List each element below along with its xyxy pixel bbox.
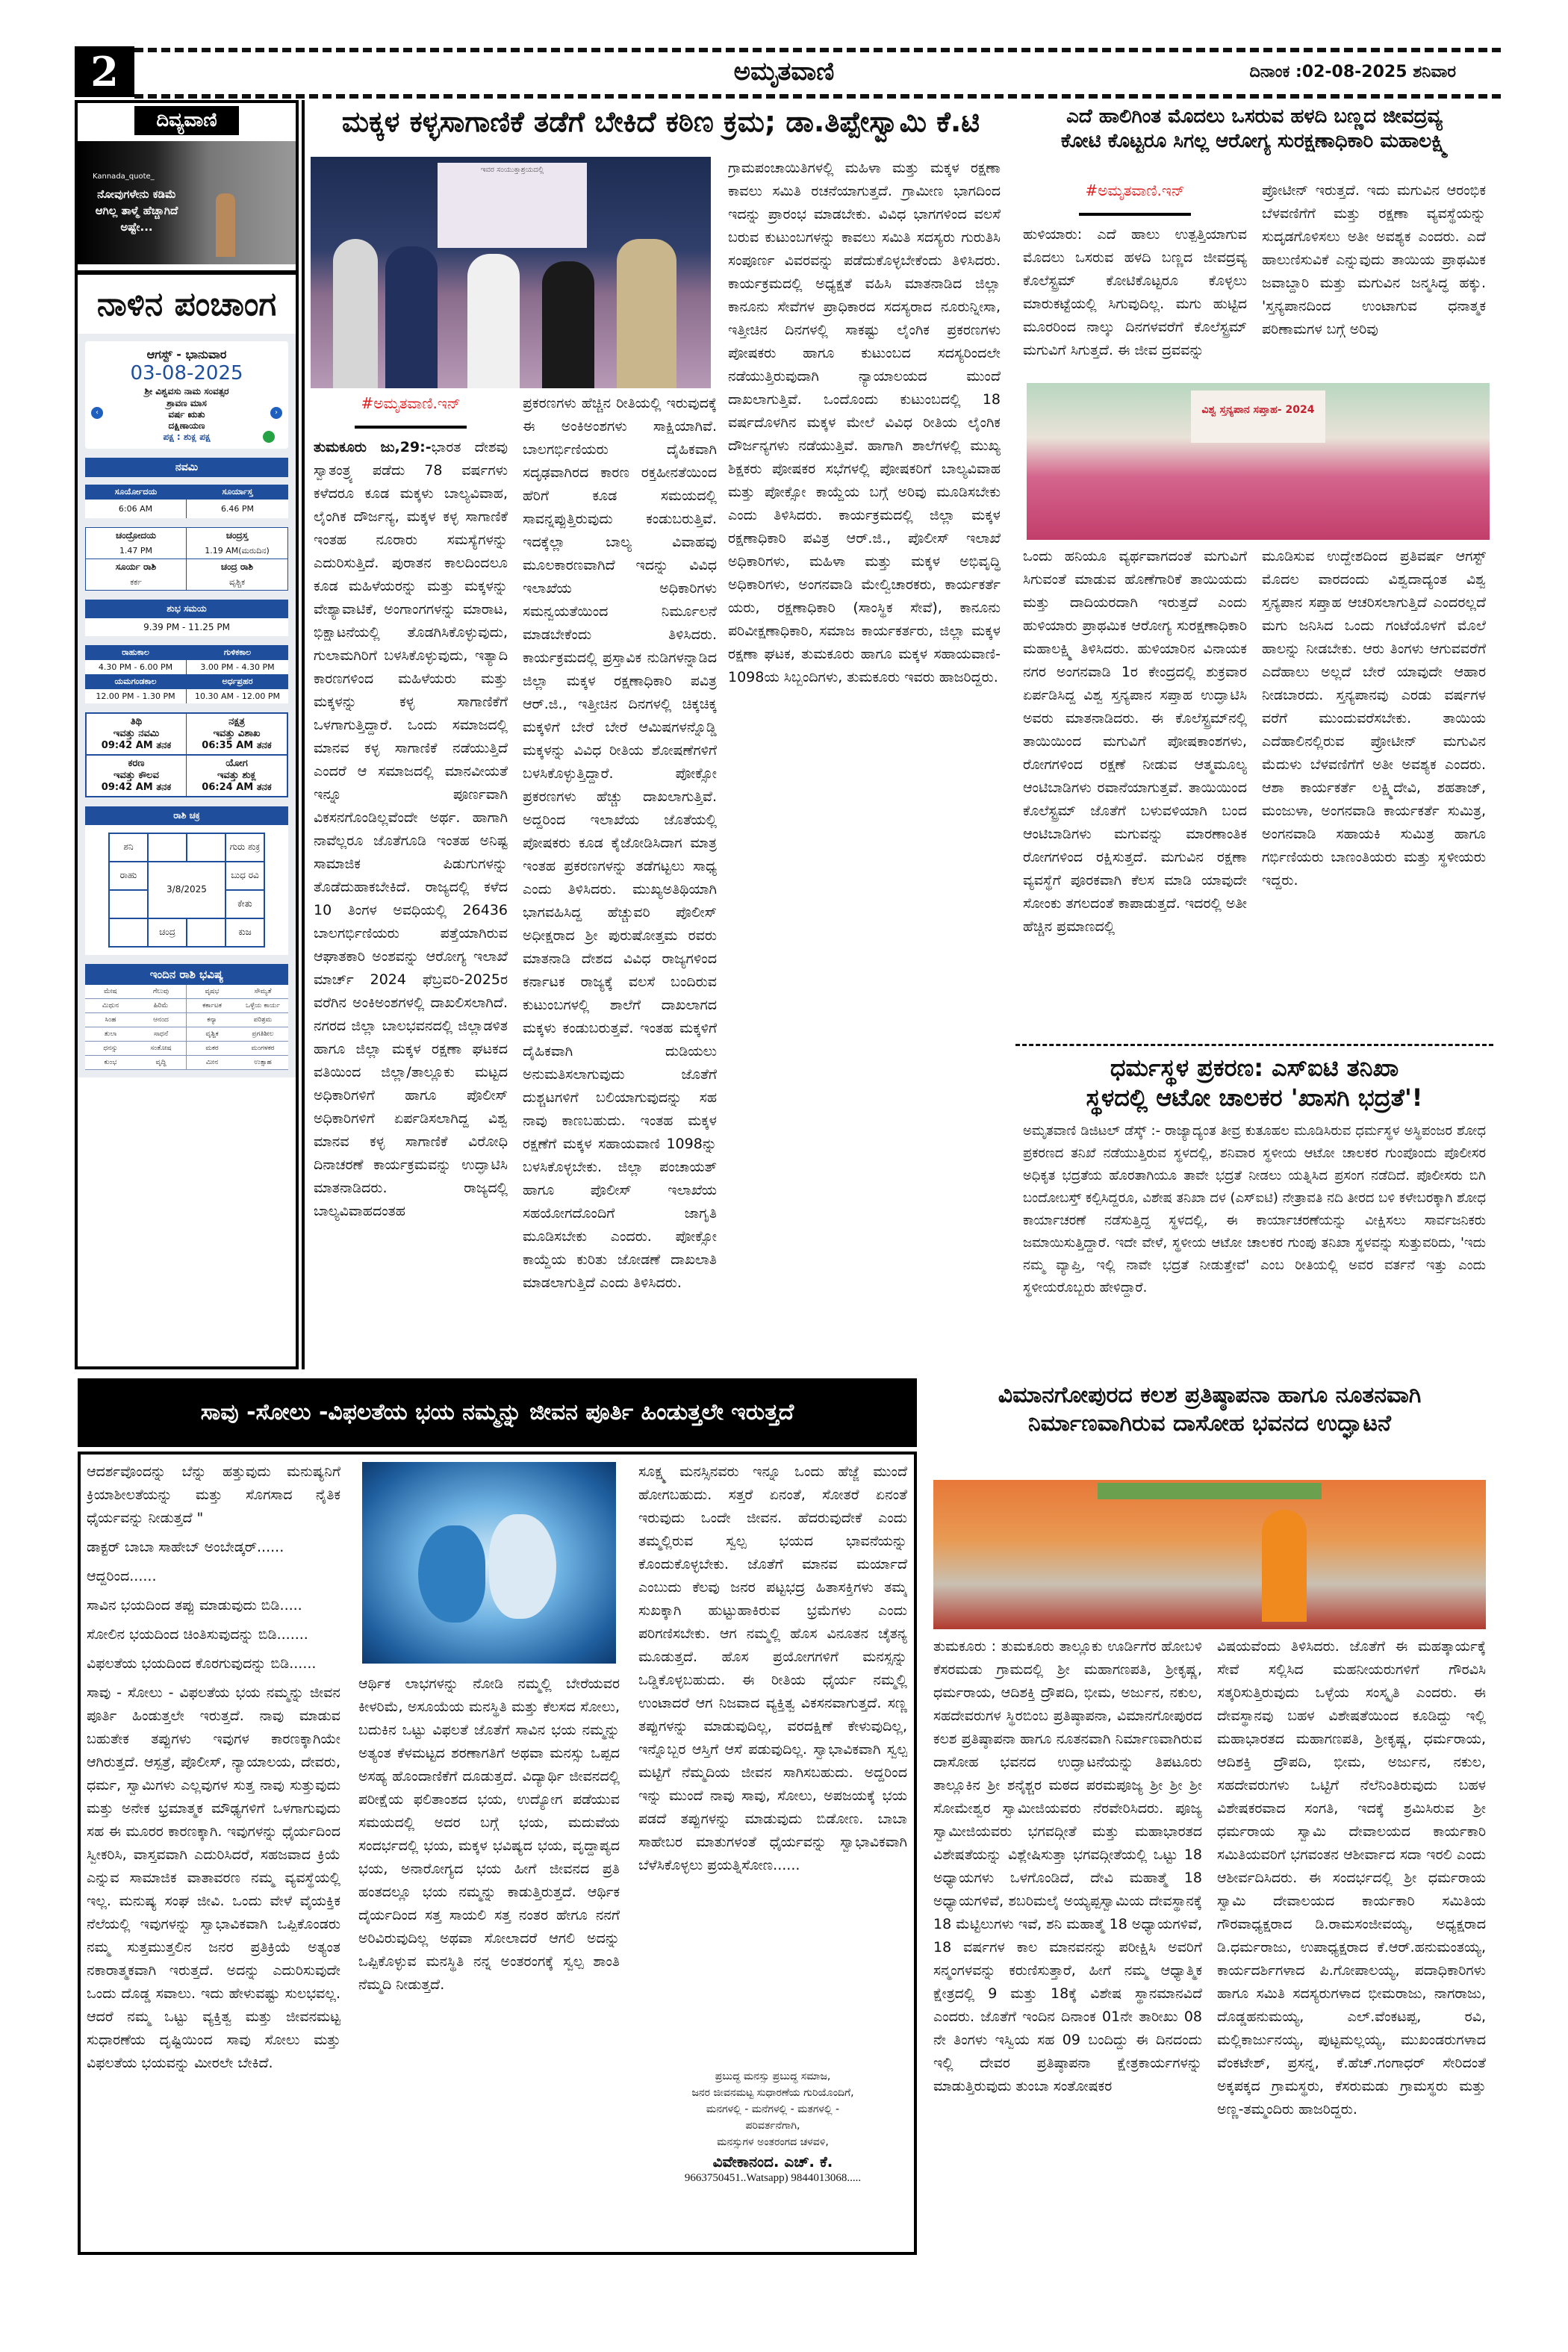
rashi-prediction: ವೃದ್ಧಿ bbox=[136, 1056, 187, 1070]
moonrise-value: 1.47 PM bbox=[86, 544, 187, 559]
paper-name: ಅಮೃತವಾಣಿ bbox=[733, 57, 835, 87]
tag-rule bbox=[355, 426, 467, 429]
article3-headline-line1: ಧರ್ಮಸ್ಥಳ ಪ್ರಕರಣ: ಎಸ್‌ಐಟಿ ತನಿಖಾ bbox=[1110, 1054, 1399, 1082]
chakra-cell: ಬುಧ ರವಿ bbox=[225, 862, 264, 890]
person-figure bbox=[542, 261, 594, 388]
rashi-name: ಮಿಥುನ bbox=[85, 999, 136, 1013]
samvatsara: ಶ್ರೀ ವಿಶ್ವವಸು ನಾಮ ಸಂವತ್ಸರ bbox=[144, 386, 229, 396]
head-silhouette-right bbox=[489, 1514, 556, 1619]
divyavani-quote-image bbox=[78, 141, 296, 264]
article4-col1-text: ಸಾವು - ಸೋಲು - ವಿಫಲತೆಯ ಭಯ ನಮ್ಮನ್ನು ಜೀವನ ಪೂರ್ತಿ ಹಿಂಡುತ್ತಲೇ ಇರುತ್ತದೆ. ನಾವು ಮಾಡುವ ಬಹುತೇಕ ತಪ್ಪುಗಳು ಇವುಗಳ ಕಾರಣಕ್ಕಾಗಿಯೇ ಆಗಿರುತ್ತದೆ. ಆಸ್ಪತ್ರೆ, ಪೊಲೀಸ್, ನ್ಯಾಯಾಲಯ, ದೇವರು, ಧರ್ಮ, ಸ್ವಾಮಿಗಳು ಎಲ್ಲವುಗಳ ಸುತ್ತ ನಾವು ಸುತ್ತುವುದು ಮತ್ತು ಅನೇಕ ಭ್ರಮಾತ್ಮಕ ಮೌಢ್ಯಗಳಿಗೆ ಒಳಗಾಗುವುದು ಸಹ ಈ ಮೂರರ ಕಾರಣಕ್ಕಾಗಿ. ಇವುಗಳನ್ನು ಧೈರ್ಯದಿಂದ ಸ್ವೀಕರಿಸಿ, ವಾಸ್ತವವಾಗಿ ಎದುರಿಸಿದರೆ, ಸಹಜವಾದ ಕ್ರಿಯೆ ಎನ್ನುವ ಸಾಮಾಜಿಕ ವಾತಾವರಣ ನಮ್ಮ ವ್ಯವಸ್ಥೆಯಲ್ಲಿ ಇಲ್ಲ. ಮನುಷ್ಯ ಸಂಘ ಜೀವಿ. ಒಂದು ವೇಳೆ ವೈಯಕ್ತಿಕ ನೆಲೆಯಲ್ಲಿ ಇವುಗಳನ್ನು ಸ್ವಾಭಾವಿಕವಾಗಿ ಒಪ್ಪಿಕೊಂಡರು ನಮ್ಮ ಸುತ್ತಮುತ್ತಲಿನ ಜನರ ಪ್ರತಿಕ್ರಿಯೆ ಅತ್ಯಂತ ನಕಾರಾತ್ಮಕವಾಗಿ ಇರುತ್ತದೆ. ಅದನ್ನು ಎದುರಿಸುವುದೇ ಒಂದು ದೊಡ್ಡ ಸವಾಲು. ಇದು ಹೇಳುವಷ್ಟು ಸುಲಭವಲ್ಲ. ಆದರೆ ನಮ್ಮ ಒಟ್ಟು ವ್ಯಕ್ತಿತ್ವ ಮತ್ತು ಜೀವನಮಟ್ಟ ಸುಧಾರಣೆಯ ದೃಷ್ಟಿಯಿಂದ ಸಾವು ಸೋಲು ಮತ್ತು ವಿಫಲತೆಯ ಭಯವನ್ನು ಮೀರಲೇ ಬೇಕಿದೆ. bbox=[87, 1684, 340, 2071]
rashi-name: ವೃಶ್ಚಿಕ bbox=[187, 1027, 237, 1042]
article4-line2: ಸಾವಿನ ಭಯದಿಂದ ತಪ್ಪು ಮಾಡುವುದು ಬಿಡಿ..... bbox=[87, 1597, 302, 1614]
article5-col2 bbox=[1217, 1635, 1486, 2333]
article2-col1-top-text: ಹುಳಿಯಾರು: ಎದೆ ಹಾಲು ಉತ್ಪತ್ತಿಯಾಗುವ ಮೊದಲು ಒಸರುವ ಹಳದಿ ಬಣ್ಣದ ಜೀವದ್ರವ್ಯ ಕೊಲೆಸ್ಟ್ರಮ್ ಕೋಟಿಕೊಟ್ಟರೂ ಕೊಳ್ಳಲು ಮಾರುಕಟ್ಟೆಯಲ್ಲಿ ಸಿಗುವುದಿಲ್ಲ. ಮಗು ಹುಟ್ಟಿದ ಮೂರರಿಂದ ನಾಲ್ಕು ದಿನಗಳವರೆಗೆ ಕೊಲೆಸ್ಟ್ರಮ್ ಮಗುವಿಗೆ ಸಿಗುತ್ತದೆ. ಈ ಜೀವ ದ್ರವವನ್ನು bbox=[1023, 226, 1247, 358]
chakra-cell: ಚಂದ್ರ bbox=[148, 918, 187, 947]
article2-col1-bottom bbox=[1023, 545, 1247, 1038]
rashi-name: ತುಲಾ bbox=[85, 1027, 136, 1042]
author-name: ವಿವೇಕಾನಂದ. ಎಚ್. ಕೆ. bbox=[712, 2153, 833, 2171]
chakra-cell: ಕುಜ bbox=[225, 918, 264, 947]
ardha-value: 10.30 AM - 12.00 PM bbox=[194, 691, 281, 701]
yoga-name: ಇವತ್ತು ಶುಕ್ಲ bbox=[217, 770, 257, 781]
rashi-prediction: ಮಂಗಳಕರ bbox=[237, 1042, 288, 1056]
article5-headline-line1: ವಿಮಾನಗೋಪುರದ ಕಲಶ ಪ್ರತಿಷ್ಠಾಪನಾ ಹಾಗೂ ನೂತನವಾಗಿ bbox=[998, 1382, 1422, 1408]
karana-name: ಇವತ್ತು ಕೌಲವ bbox=[113, 770, 159, 781]
rutu: ವರ್ಷ ಋತು bbox=[168, 409, 205, 420]
article2-headline bbox=[1015, 105, 1493, 153]
rashi-name: ವೃಷಭ bbox=[187, 985, 237, 999]
rashi-prediction: ಸಾಧನೆ bbox=[136, 1027, 187, 1042]
rashi-name: ಮೇಷ bbox=[85, 985, 136, 999]
sunset-label: ಸೂರ್ಯಾಸ್ತ bbox=[187, 485, 288, 500]
tag-rule bbox=[1079, 213, 1191, 216]
rashi-prediction: ಉತ್ಸಾಹ bbox=[237, 1056, 288, 1070]
karana-cell bbox=[87, 754, 187, 796]
photo-banner: ಇವರ ಸಂಯುಕ್ತಾಶ್ರಯದಲ್ಲಿ bbox=[438, 163, 587, 248]
article1-dateline: ತುಮಕೂರು ಜು,29:- bbox=[314, 439, 432, 455]
article4-quote-author: ಡಾಕ್ಟರ್ ಬಾಬಾ ಸಾಹೇಬ್ ಅಂಬೇಡ್ಕರ್...... bbox=[87, 1539, 284, 1555]
chakra-label: ರಾಶಿ ಚಕ್ರ bbox=[85, 806, 288, 825]
divyavani-title: ದಿವ್ಯವಾಣಿ bbox=[134, 106, 239, 135]
article4-quote: ಆದರ್ಶವೊಂದನ್ನು ಬೆನ್ನು ಹತ್ತುವುದು ಮನುಷ್ಯನಿಗೆ ಕ್ರಿಯಾಶೀಲತೆಯನ್ನು ಮತ್ತು ಸೊಗಸಾದ ನೈತಿಕ ಧೈರ್ಯವನ್ನು ನೀಡುತ್ತದೆ " bbox=[87, 1463, 340, 1526]
sunrise-value: 6:06 AM bbox=[85, 500, 187, 518]
page-number: 2 bbox=[75, 46, 134, 97]
yoga-until: 06:24 AM ತನಕ bbox=[202, 782, 272, 793]
signoff-line: ಪ್ರಬುದ್ಧ ಮನಸ್ಸು ಪ್ರಬುದ್ಧ ಸಮಾಜ, bbox=[715, 2071, 831, 2082]
shubha-label: ಶುಭ ಸಮಯ bbox=[85, 600, 288, 618]
nakshatra-name: ಇವತ್ತು ವಿಶಾಖ bbox=[213, 728, 261, 739]
shubha-value: 9.39 PM - 11.25 PM bbox=[85, 618, 288, 636]
tithi-cell bbox=[87, 714, 187, 754]
rahu-value: 4.30 PM - 6.00 PM bbox=[85, 660, 187, 674]
signoff-line: ಮನಸ್ಸುಗಳ ಅಂತರಂಗದ ಚಳವಳಿ, bbox=[717, 2136, 829, 2148]
article4-signoff bbox=[631, 2068, 915, 2186]
article3-body-text: ಅಮೃತವಾಣಿ ಡಿಜಿಟಲ್ ಡೆಸ್ಕ್ :- ರಾಜ್ಯಾದ್ಯಂತ ತೀವ್ರ ಕುತೂಹಲ ಮೂಡಿಸಿರುವ ಧರ್ಮಸ್ಥಳ ಅಸ್ಥಿಪಂಜರ ಶೋಧ ಪ್ರಕರಣದ ತನಿಖೆ ನಡೆಯುತ್ತಿರುವ ಸ್ಥಳದಲ್ಲಿ, ಶನಿವಾರ ಸ್ಥಳೀಯ ಆಟೋ ಚಾಲಕರ ಗುಂಪೊಂದು ಪೊಲೀಸರ ಅಧಿಕೃತ ಭದ್ರತೆಯ ಹೊರತಾಗಿಯೂ ತಾವೇ ಭದ್ರತೆ ನೀಡಲು ಯತ್ನಿಸಿದ ಪ್ರಸಂಗ ನಡೆದಿದೆ. ಪೊಲೀಸರು ಬಿಗಿ ಬಂದೋಬಸ್ತ್ ಕಲ್ಪಿಸಿದ್ದರೂ, ವಿಶೇಷ ತನಿಖಾ ದಳ (ಎಸ್‌ಐಟಿ) ನೇತ್ರಾವತಿ ನದಿ ತೀರದ ಬಳಿ ಕಳೇಬರಕ್ಕಾಗಿ ಶೋಧ ಕಾರ್ಯಾಚರಣೆ ನಡೆಸುತ್ತಿದ್ದ ಸ್ಥಳದಲ್ಲಿ, ಈ ಕಾರ್ಯಾಚರಣೆಯನ್ನು ವೀಕ್ಷಿಸಲು ಸಾರ್ವಜನಿಕರು ಜಮಾಯಿಸುತ್ತಿದ್ದಾರೆ. ಇದೇ ವೇಳೆ, ಸ್ಥಳೀಯ ಆಟೋ ಚಾಲಕರ ಗುಂಪು ತನಿಖಾ ಸ್ಥಳವನ್ನು ಸುತ್ತುವರಿದು, 'ಇದು ನಮ್ಮ ವ್ಯಾಪ್ತಿ, ಇಲ್ಲಿ ನಾವೇ ಭದ್ರತೆ ನೀಡುತ್ತೇವೆ' ಎಂಬ ರೀತಿಯಲ್ಲಿ ಅವರ ವರ್ತನೆ ಇತ್ತು ಎಂದು ಸ್ಥಳೀಯರೊಬ್ಬರು ಹೇಳಿದ್ದಾರೆ. bbox=[1023, 1123, 1486, 1295]
head-silhouette-left bbox=[418, 1525, 485, 1623]
article2-col2-bottom-text: ಮೂಡಿಸುವ ಉದ್ದೇಶದಿಂದ ಪ್ರತಿವರ್ಷ ಆಗಸ್ಟ್ ಮೊದಲ ವಾರದಂದು ವಿಶ್ವದಾದ್ಯಂತ ವಿಶ್ವ ಸ್ತನ್ಯಪಾನ ಸಪ್ತಾಹ ಆಚರಿಸಲಾಗುತ್ತಿದೆ ಎಂದರಲ್ಲದೆ ಮಗು ಜನಿಸಿದ ಒಂದು ಗಂಟೆಯೊಳಗೆ ಮೊಲೆ ಹಾಲನ್ನು ನೀಡಬೇಕು. ಆರು ತಿಂಗಳು ಆಗುವವರೆಗೆ ಎದೆಹಾಲು ಅಲ್ಲದೆ ಬೇರೆ ಯಾವುದೇ ಆಹಾರ ನೀಡಬಾರದು. ಸ್ತನ್ಯಪಾನವು ಎರಡು ವರ್ಷಗಳ ವರೆಗೆ ಮುಂದುವರೆಸಬೇಕು. ತಾಯಿಯ ಎದೆಹಾಲಿನಲ್ಲಿರುವ ಪ್ರೋಟೀನ್ ಮಗುವಿನ ಮೆದುಳು ಬೆಳವಣಿಗೆಗೆ ಅತೀ ಅವಶ್ಯಕ ಎಂದರು. ಆಶಾ ಕಾರ್ಯಕರ್ತೆ ಲಕ್ಷ್ಮಿದೇವಿ, ಶಹತಾಜ್, ಮಂಜುಳಾ, ಅಂಗನವಾಡಿ ಕಾರ್ಯಕರ್ತೆ ಸುಮಿತ್ರ, ಅಂಗನವಾಡಿ ಸಹಾಯಕಿ ಸುಮಿತ್ರ ಹಾಗೂ ಗರ್ಭಿಣಿಯರು ಬಾಣಂತಿಯರು ಮತ್ತು ಸ್ಥಳೀಯರು ಇದ್ದರು. bbox=[1262, 548, 1486, 889]
rashi-prediction: ಆನಂದ bbox=[136, 1013, 187, 1027]
author-contact: 9663750451..Watsapp) 9844013068..... bbox=[684, 2172, 862, 2184]
article2-divider bbox=[1015, 1044, 1493, 1046]
person-figure bbox=[467, 254, 520, 388]
sun-times bbox=[85, 485, 288, 518]
chakra-center-date: 3/8/2025 bbox=[148, 862, 225, 918]
rashi-name: ಧನಸ್ಸು bbox=[85, 1042, 136, 1056]
article4-col2-text: ಆರ್ಥಿಕ ಲಾಭಗಳನ್ನು ನೋಡಿ ನಮ್ಮಲ್ಲಿ ಬೇರೆಯವರ ಕೀಳರಿಮೆ, ಅಸೂಯೆಯ ಮನಸ್ಥಿತಿ ಮತ್ತು ಕೆಲಸದ ಸೋಲು, ಬದುಕಿನ ಒಟ್ಟು ವಿಫಲತೆ ಜೊತೆಗೆ ಸಾವಿನ ಭಯ ನಮ್ಮನ್ನು ಅತ್ಯಂತ ಕೆಳಮಟ್ಟದ ಶರಣಾಗತಿಗೆ ಅಥವಾ ಮನಸ್ಸು ಒಪ್ಪದ ಅಸಹ್ಯ ಹೊಂದಾಣಿಕೆಗೆ ದೂಡುತ್ತದೆ. ವಿದ್ಯಾರ್ಥಿ ಜೀವನದಲ್ಲಿ ಪರೀಕ್ಷೆಯ ಫಲಿತಾಂಶದ ಭಯ, ಉದ್ಯೋಗ ಪಡೆಯುವ ಸಮಯದಲ್ಲಿ ಅದರ ಬಗ್ಗೆ ಭಯ, ಮದುವೆಯ ಸಂದರ್ಭದಲ್ಲಿ ಭಯ, ಮಕ್ಕಳ ಭವಿಷ್ಯದ ಭಯ, ವೃದ್ದಾಪ್ಯದ ಭಯ, ಅನಾರೋಗ್ಯದ ಭಯ ಹೀಗೆ ಜೀವನದ ಪ್ರತಿ ಹಂತದಲ್ಲೂ ಭಯ ನಮ್ಮನ್ನು ಕಾಡುತ್ತಿರುತ್ತದೆ. ಆರ್ಥಿಕ ದೈರ್ಯದಿಂದ ಸತ್ತ ಸಾಯಲಿ ಸತ್ತ ನಂತರ ಹೇಗೂ ನನಗೆ ಅರಿವಿರುವುದಿಲ್ಲ ಅಥವಾ ಸೋಲಾದರೆ ಆಗಲಿ ಅದನ್ನು ಒಪ್ಪಿಕೊಳ್ಳುವ ಮನಸ್ಥಿತಿ ನನ್ನ ಅಂತರಂಗಕ್ಕೆ ಸ್ವಲ್ಪ ಶಾಂತಿ ನೆಮ್ಮದಿ ನೀಡುತ್ತದೆ. bbox=[358, 1676, 620, 1993]
article4-col3 bbox=[638, 1460, 907, 2058]
panchanga-date-card bbox=[85, 341, 288, 449]
person-figure bbox=[333, 239, 378, 388]
moon-rashi-grid bbox=[85, 527, 288, 591]
article4-headline: ಸಾವು -ಸೋಲು -ವಿಫಲತೆಯ ಭಯ ನಮ್ಮನ್ನು ಜೀವನ ಪೂರ್ತಿ ಹಿಂಡುತ್ತಲೇ ಇರುತ್ತದೆ bbox=[78, 1378, 917, 1447]
chakra-cell bbox=[109, 918, 148, 947]
article2-tag: #ಅಮೃತವಾಣಿ.ಇನ್ bbox=[1085, 181, 1185, 199]
moonset-label: ಚಂದ್ರಸ್ತ bbox=[225, 530, 249, 541]
article2-col2-bottom bbox=[1262, 545, 1486, 1038]
rashi-name: ಕನ್ಯಾ bbox=[187, 1013, 237, 1027]
month-day: ಆಗಸ್ಟ್ - ಭಾನುವಾರ bbox=[146, 347, 227, 361]
nakshatra-label: ನಕ್ಷತ್ರ bbox=[228, 716, 245, 727]
article1-col2-text: ಪ್ರಕರಣಗಳು ಹೆಚ್ಚಿನ ರೀತಿಯಲ್ಲಿ ಇರುವುದಕ್ಕೆ ಈ ಅಂಕಿಅಂಶಗಳು ಸಾಕ್ಷಿಯಾಗಿವೆ. ಬಾಲಗರ್ಭಿಣಿಯರು ದೈಹಿಕವಾಗಿ ಸದೃಢವಾಗಿರದ ಕಾರಣ ರಕ್ತಹೀನತೆಯಿಂದ ಹೆರಿಗೆ ಕೂಡ ಸಮಯದಲ್ಲಿ ಸಾವನ್ನಪ್ಪುತ್ತಿರುವುದು ಕಂಡುಬರುತ್ತಿವೆ. ಇದಕ್ಕೆಲ್ಲಾ ಬಾಲ್ಯ ವಿವಾಹವು ಮೂಲಕಾರಣವಾಗಿದೆ ಇದನ್ನು ವಿವಿಧ ಇಲಾಖೆಯ ಅಧಿಕಾರಿಗಳು ಸಮನ್ವಯತೆಯಿಂದ ನಿರ್ಮೂಲನೆ ಮಾಡಬೇಕೆಂದು ತಿಳಿಸಿದರು. ಕಾರ್ಯಕ್ರಮದಲ್ಲಿ ಪ್ರಸ್ತಾವಿಕ ನುಡಿಗಳನ್ನಾಡಿದ ಜಿಲ್ಲಾ ಮಕ್ಕಳ ರಕ್ಷಣಾಧಿಕಾರಿ ಪವಿತ್ರ ಆರ್.ಜಿ., ಇತ್ತೀಚಿನ ದಿನಗಳಲ್ಲಿ ಚಿಕ್ಕಚಿಕ್ಕ ಮಕ್ಕಳಿಗೆ ಬೇರೆ ಬೇರೆ ಆಮಿಷಗಳನ್ನೊಡ್ಡಿ ಮಕ್ಕಳನ್ನು ವಿವಿಧ ರೀತಿಯ ಶೋಷಣೆಗಳಿಗೆ ಬಳಸಿಕೊಳ್ಳುತ್ತಿದ್ದಾರೆ. ಪೋಕ್ಸೋ ಪ್ರಕರಣಗಳು ಹೆಚ್ಚು ದಾಖಲಾಗುತ್ತಿವೆ. ಅದ್ದರಿಂದ ಇಲಾಖೆಯ ಜೊತೆಯಲ್ಲಿ ಪೋಷಕರು ಕೂಡ ಕೈಜೋಡಿಸಿದಾಗ ಮಾತ್ರ ಇಂತಹ ಪ್ರಕರಣಗಳನ್ನು ತಡೆಗಟ್ಟಲು ಸಾಧ್ಯ ಎಂದು ತಿಳಿಸಿದರು. ಮುಖ್ಯಅತಿಥಿಯಾಗಿ ಭಾಗವಹಿಸಿದ್ದ ಹೆಚ್ಚುವರಿ ಪೊಲೀಸ್ ಅಧೀಕ್ಷರಾದ ಶ್ರೀ ಪುರುಷೋತ್ತಮ ರವರು ಮಾತನಾಡಿ ದೇಶದ ವಿವಿಧ ರಾಜ್ಯಗಳಿಂದ ಕರ್ನಾಟಕ ರಾಜ್ಯಕ್ಕೆ ವಲಸೆ ಬಂದಿರುವ ಕುಟುಂಬಗಳಲ್ಲಿ ಶಾಲೆಗೆ ದಾಖಲಾಗದ ಮಕ್ಕಳು ಕಂಡುಬರುತ್ತವೆ. ಇಂತಹ ಮಕ್ಕಳಿಗೆ ದೈಹಿಕವಾಗಿ ದುಡಿಯಲು ಅನುಮತಿಸಲಾಗುವುದು ಜೊತೆಗೆ ದುಶ್ಚಟಗಳಿಗೆ ಬಲಿಯಾಗುವುದನ್ನು ಸಹ ನಾವು ಕಾಣಬಹುದು. ಇಂತಹ ಮಕ್ಕಳ ರಕ್ಷಣೆಗೆ ಮಕ್ಕಳ ಸಹಾಯವಾಣಿ 1098ನ್ನು ಬಳಸಿಕೊಳ್ಳಬೇಕು. ಜಿಲ್ಲಾ ಪಂಚಾಯತ್ ಹಾಗೂ ಪೊಲೀಸ್ ಇಲಾಖೆಯ ಸಹಯೋಗದೊಂದಿಗೆ ಜಾಗೃತಿ ಮೂಡಿಸಬೇಕು ಎಂದರು. ಪೋಕ್ಸೋ ಕಾಯ್ದೆಯ ಕುರಿತು ಜೋಡಣೆ ದಾಖಲಾತಿ ಮಾಡಲಾಗುತ್ತಿದೆ ಎಂದು ತಿಳಿಸಿದರು. bbox=[523, 395, 717, 1291]
next-day-button[interactable]: › bbox=[270, 407, 282, 419]
rashi-prediction: ಪ್ರಗತಿಶೀಲ bbox=[237, 1027, 288, 1042]
moonset-value: 1.19 AM(ಮರುದಿನ) bbox=[205, 546, 270, 556]
article1-col2 bbox=[523, 392, 717, 1363]
article2-headline-line2: ಕೋಟಿ ಕೊಟ್ಟರೂ ಸಿಗಲ್ಲ ಆರೋಗ್ಯ ಸುರಕ್ಷಣಾಧಿಕಾರಿ ಮಹಾಲಕ್ಷ್ಮಿ bbox=[1060, 129, 1449, 152]
article3-body bbox=[1023, 1120, 1486, 1366]
article4-brain-image bbox=[362, 1462, 616, 1664]
article5-col1 bbox=[933, 1635, 1202, 2333]
nakshatra-cell bbox=[187, 714, 287, 754]
rashi-prediction: ಹಿರಿಮೆ bbox=[136, 999, 187, 1013]
article1-photo bbox=[311, 157, 711, 388]
article4-col3-text: ಸೂಕ್ಷ್ಮ ಮನಸ್ಸಿನವರು ಇನ್ನೂ ಒಂದು ಹೆಜ್ಜೆ ಮುಂದೆ ಹೋಗಬಹುದು. ಸತ್ತರೆ ಏನಂತೆ, ಸೋತರೆ ಏನಂತೆ ಇರುವುದು ಒಂದೇ ಜೀವನ. ಹೆದರುವುದೇಕೆ ಎಂದು ತಮ್ಮಲ್ಲಿರುವ ಸ್ವಲ್ಪ ಭಯದ ಭಾವನೆಯನ್ನು ಕೊಂದುಕೊಳ್ಳಬೇಕು. ಜೊತೆಗೆ ಮಾನವ ಮರ್ಯಾದೆ ಎಂಬುದು ಕೆಲವು ಜನರ ಪಟ್ಟಭದ್ರ ಹಿತಾಸಕ್ತಿಗಳು ತಮ್ಮ ಸುಖಕ್ಕಾಗಿ ಹುಟ್ಟುಹಾಕಿರುವ ಭ್ರಮೆಗಳು ಎಂದು ಪರಿಗಣಿಸಬೇಕು. ಆಗ ನಮ್ಮಲ್ಲಿ ಹೊಸ ವಿನೂತನ ಚೈತನ್ಯ ಮೂಡುತ್ತದೆ. ಹೊಸ ಪ್ರಯೋಗಗಳಿಗೆ ಮನಸ್ಸನ್ನು ಒಡ್ಡಿಕೊಳ್ಳಬಹುದು. ಈ ರೀತಿಯ ಧೈರ್ಯ ನಮ್ಮಲ್ಲಿ ಉಂಟಾದರೆ ಆಗ ನಿಜವಾದ ವ್ಯಕ್ತಿತ್ವ ವಿಕಸನವಾಗುತ್ತದೆ. ಸಣ್ಣ ತಪ್ಪುಗಳನ್ನು ಮಾಡುವುದಿಲ್ಲ, ವರದಕ್ಷಿಣೆ ಕೇಳುವುದಿಲ್ಲ, ಇನ್ನೊಬ್ಬರ ಆಸ್ತಿಗೆ ಆಸೆ ಪಡುವುದಿಲ್ಲ. ಸ್ವಾಭಾವಿಕವಾಗಿ ಸ್ವಲ್ಪ ಮಟ್ಟಿಗೆ ನೆಮ್ಮದಿಯ ಜೀವನ ಸಾಗಿಸಬಹುದು. ಅದ್ದರಿಂದ ಇನ್ನು ಮುಂದೆ ನಾವು ಸಾವು, ಸೋಲು, ಅಪಜಯಕ್ಕೆ ಭಯ ಪಡದೆ ತಪ್ಪುಗಳನ್ನು ಮಾಡುವುದು ಬಿಡೋಣ. ಬಾಬಾ ಸಾಹೇಬರ ಮಾತುಗಳಂತೆ ಧೈರ್ಯವನ್ನು ಸ್ವಾಭಾವಿಕವಾಗಿ ಬೆಳೆಸಿಕೊಳ್ಳಲು ಪ್ರಯತ್ನಿಸೋಣ...... bbox=[638, 1463, 907, 1873]
kaala-grid bbox=[85, 645, 288, 703]
gulika-value: 3.00 PM - 4.30 PM bbox=[200, 662, 275, 672]
tithi-nakshatra-grid bbox=[85, 712, 288, 797]
figure-silhouette bbox=[216, 193, 235, 257]
photo-banner: ವಿಶ್ವ ಸ್ತನ್ಯಪಾನ ಸಪ್ತಾಹ- 2024 bbox=[1191, 391, 1325, 443]
article2-headline-line1: ಎದೆ ಹಾಲಿಗಿಂತ ಮೊದಲು ಒಸರುವ ಹಳದಿ ಬಣ್ಣದ ಜೀವದ್ರವ್ಯ bbox=[1066, 105, 1443, 128]
article4-line3: ಸೋಲಿನ ಭಯದಿಂದ ಚಿಂತಿಸುವುದನ್ನು ಬಿಡಿ....... bbox=[87, 1626, 308, 1643]
masa: ಶ್ರಾವಣ ಮಾಸ bbox=[167, 398, 207, 408]
article2-col1-bottom-text: ಒಂದು ಹನಿಯೂ ವ್ಯರ್ಥವಾಗದಂತೆ ಮಗುವಿಗೆ ಸಿಗುವಂತೆ ಮಾಡುವ ಹೊಣೆಗಾರಿಕೆ ತಾಯಿಯದು ಮತ್ತು ದಾದಿಯರದಾಗಿ ಇರುತ್ತದೆ ಎಂದು ಹುಳಿಯಾರು ಪ್ರಾಥಮಿಕ ಆರೋಗ್ಯ ಸುರಕ್ಷಣಾಧಿಕಾರಿ ಮಹಾಲಕ್ಷ್ಮಿ ತಿಳಿಸಿದರು. ಹುಳಿಯಾರಿನ ವಿನಾಯಕ ನಗರ ಅಂಗನವಾಡಿ 1ರ ಕೇಂದ್ರದಲ್ಲಿ ಶುಕ್ರವಾರ ಏರ್ಪಡಿಸಿದ್ದ ವಿಶ್ವ ಸ್ತನ್ಯಪಾನ ಸಪ್ತಾಹ ಉದ್ಘಾಟಿಸಿ ಅವರು ಮಾತನಾಡಿದರು. ಈ ಕೊಲೆಸ್ಟ್ರಮ್‌ನಲ್ಲಿ ತಾಯಿಯಿಂದ ಮಗುವಿಗೆ ಪೋಷಕಾಂಶಗಳು, ರೋಗಗಳಿಂದ ರಕ್ಷಣೆ ನೀಡುವ ಆತ್ಮಮೂಲ್ಯ ಆಂಟಿಬಾಡಿಗಳು ರವಾನೆಯಾಗುತ್ತವೆ. ತಾಯಿಯಿಂದ ಕೊಲೆಸ್ಟ್ರಮ್ ಜೊತೆಗೆ ಬಳುವಳಿಯಾಗಿ ಬಂದ ಆಂಟಿಬಾಡಿಗಳು ಮಗುವನ್ನು ಮಾರಣಾಂತಿಕ ರೋಗಗಳಿಂದ ರಕ್ಷಿಸುತ್ತದೆ. ಮಗುವಿನ ರಕ್ಷಣಾ ವ್ಯವಸ್ಥೆಗೆ ಪೂರಕವಾಗಿ ಕೆಲಸ ಮಾಡಿ ಯಾವುದೇ ಸೋಂಕು ತಗಲದಂತೆ ಕಾಪಾಡುತ್ತದೆ. ಇದರಲ್ಲಿ ಅತೀ ಹೆಚ್ಚಿನ ಪ್ರಮಾಣದಲ್ಲಿ bbox=[1023, 548, 1247, 935]
chandra-rashi-value: ವೃಶ್ಚಿಕ bbox=[228, 577, 246, 587]
rashi-chakra-grid bbox=[108, 833, 265, 948]
article5-headline-line2: ನಿರ್ಮಾಣವಾಗಿರುವ ದಾಸೋಹ ಭವನದ ಉದ್ಘಾಟನೆ bbox=[1027, 1410, 1391, 1437]
article5-headline bbox=[926, 1381, 1493, 1437]
surya-rashi-value: ಕರ್ಕ bbox=[86, 575, 187, 590]
chakra-cell bbox=[187, 918, 225, 947]
rashi-name: ಕುಂಭ bbox=[85, 1056, 136, 1070]
yoga-label: ಯೋಗ bbox=[225, 758, 248, 769]
person-figure bbox=[617, 239, 676, 388]
rashi-name: ಮೀನ bbox=[187, 1056, 237, 1070]
chakra-cell: ಶನಿ bbox=[109, 833, 148, 862]
article1-col1 bbox=[314, 392, 508, 1363]
header-top-rule bbox=[134, 48, 1501, 52]
signoff-lines bbox=[631, 2068, 915, 2150]
article5-photo bbox=[933, 1480, 1486, 1629]
article4-line1: ಆದ್ದರಿಂದ...... bbox=[87, 1568, 157, 1584]
article1-tag: #ಅಮೃತವಾಣಿ.ಇನ್ bbox=[361, 394, 461, 412]
bhavishya-table bbox=[85, 985, 288, 1070]
moonrise-label: ಚಂದ್ರೋದಯ bbox=[86, 528, 187, 544]
chakra-cell: ರಾಹು bbox=[109, 862, 148, 890]
swamiji-figure bbox=[1262, 1510, 1307, 1622]
sunset-value: 6.46 PM bbox=[220, 504, 255, 514]
chakra-cell bbox=[109, 890, 148, 918]
article1-col3 bbox=[728, 157, 1001, 1363]
tithi-label: ತಿಥಿ bbox=[130, 716, 143, 727]
karana-until: 09:42 AM ತನಕ bbox=[101, 782, 172, 793]
surya-rashi-label: ಸೂರ್ಯ ರಾಶಿ bbox=[86, 559, 187, 575]
rashi-prediction: ಸೌಮ್ಯತೆ bbox=[237, 985, 288, 999]
person-figure bbox=[385, 246, 438, 388]
article4-col1 bbox=[87, 1460, 340, 2244]
sunrise-label: ಸೂರ್ಯೋದಯ bbox=[85, 485, 187, 500]
article3-headline-line2: ಸ್ಥಳದಲ್ಲಿ ಆಟೋ ಚಾಲಕರ 'ಖಾಸಗಿ ಭದ್ರತೆ'! bbox=[1086, 1083, 1423, 1112]
nakshatra-until: 06:35 AM ತನಕ bbox=[202, 740, 272, 751]
tithi-heading: ನವಮಿ bbox=[85, 458, 288, 477]
article1-col1-text: ಭಾರತ ದೇಶವು ಸ್ವಾತಂತ್ರ್ಯ ಪಡೆದು 78 ವರ್ಷಗಳು ಕಳೆದರೂ ಕೂಡ ಮಕ್ಕಳು ಬಾಲ್ಯವಿವಾಹ, ಲೈಂಗಿಕ ದೌರ್ಜನ್ಯ, ಮಕ್ಕಳ ಕಳ್ಳ ಸಾಗಾಣಿಕೆ ಇಂತಹ ನೂರಾರು ಸಮಸ್ಯೆಗಳನ್ನು ಎದುರಿಸುತ್ತಿದೆ. ಪುರಾತನ ಕಾಲದಿಂದಲೂ ಕೂಡ ಮಹಿಳೆಯರನ್ನು ಮತ್ತು ಮಕ್ಕಳನ್ನು ವೇಶ್ಯಾವಾಟಿಕೆ, ಅಂಗಾಂಗಗಳನ್ನು ಮಾರಾಟ, ಭಿಕ್ಷಾಟನೆಯಲ್ಲಿ ತೊಡಗಿಸಿಕೊಳ್ಳುವುದು, ಗುಲಾಮಗಿರಿಗೆ ಬಳಸಿಕೊಳ್ಳುವುದು, ಇತ್ಯಾದಿ ಕಾರಣಗಳಿಂದ ಮಹಿಳೆಯರು ಮತ್ತು ಮಕ್ಕಳನ್ನು ಕಳ್ಳ ಸಾಗಾಣಿಕೆಗೆ ಒಳಗಾಗುತ್ತಿದ್ದಾರೆ. ಒಂದು ಸಮಾಜದಲ್ಲಿ ಮಾನವ ಕಳ್ಳ ಸಾಗಾಣಿಕೆ ನಡೆಯುತ್ತಿದೆ ಎಂದರೆ ಆ ಸಮಾಜದಲ್ಲಿ ಮಾನವೀಯತೆ ಇನ್ನೂ ಪೂರ್ಣವಾಗಿ ವಿಕಸನಗೊಂಡಿಲ್ಲವೆಂದೇ ಅರ್ಥ. ಹಾಗಾಗಿ ನಾವೆಲ್ಲರೂ ಜೊತೆಗೂಡಿ ಇಂತಹ ಅನಿಷ್ಟ ಸಾಮಾಜಿಕ ಪಿಡುಗುಗಳನ್ನು ತೊಡೆದುಹಾಕಬೇಕಿದೆ. ರಾಜ್ಯದಲ್ಲಿ ಕಳೆದ 10 ತಿಂಗಳ ಅವಧಿಯಲ್ಲಿ 26436 ಬಾಲಗರ್ಭಿಣಿಯರು ಪತ್ತೆಯಾಗಿರುವ ಆಘಾತಕಾರಿ ಅಂಶವನ್ನು ಆರೋಗ್ಯ ಇಲಾಖೆ ಮಾರ್ಚ್ 2024 ಫೆಬ್ರವರಿ-2025ರ ವರೆಗಿನ ಅಂಕಿಅಂಶಗಳಲ್ಲಿ ದಾಖಲಿಸಲಾಗಿದೆ. ನಗರದ ಜಿಲ್ಲಾ ಬಾಲಭವನದಲ್ಲಿ ಜಿಲ್ಲಾಡಳಿತ ಹಾಗೂ ಜಿಲ್ಲಾ ಮಕ್ಕಳ ರಕ್ಷಣಾ ಘಟಕದ ವತಿಯಿಂದ ಜಿಲ್ಲಾ/ತಾಲ್ಲೂಕು ಮಟ್ಟದ ಅಧಿಕಾರಿಗಳಿಗೆ ಹಾಗೂ ಪೊಲೀಸ್ ಅಧಿಕಾರಿಗಳಿಗೆ ಏರ್ಪಡಿಸಲಾಗಿದ್ದ ವಿಶ್ವ ಮಾನವ ಕಳ್ಳ ಸಾಗಾಣಿಕೆ ವಿರೋಧಿ ದಿನಾಚರಣೆ ಕಾರ್ಯಕ್ರಮವನ್ನು ಉದ್ಘಾಟಿಸಿ ಮಾತನಾಡಿದರು. ರಾಜ್ಯದಲ್ಲಿ ಬಾಲ್ಯವಿವಾಹದಂತಹ bbox=[314, 439, 508, 1219]
article2-photo bbox=[1027, 383, 1490, 540]
rashi-name: ಸಿಂಹ bbox=[85, 1013, 136, 1027]
rashi-name: ಕರ್ಕಾಟಕ bbox=[187, 999, 237, 1013]
bhavishya-title: ಇಂದಿನ ರಾಶಿ ಭವಿಷ್ಯ bbox=[85, 964, 288, 985]
gulika-label: ಗುಳಿಕಕಾಲ bbox=[187, 645, 288, 660]
rashi-chakra bbox=[85, 825, 288, 955]
yama-label: ಯಮಗಂಡಕಾಲ bbox=[85, 674, 187, 689]
yoga-cell bbox=[187, 754, 287, 796]
tithi-until: 09:42 AM ತನಕ bbox=[101, 740, 172, 751]
article2-col2-top bbox=[1262, 179, 1486, 381]
header-bottom-rule bbox=[134, 94, 1501, 99]
ayana: ದಕ್ಷಿಣಾಯಣ bbox=[168, 420, 205, 431]
rashi-prediction: ಸಂತೋಷ bbox=[136, 1042, 187, 1056]
signoff-line: ಪರಿವರ್ತನೆಗಾಗಿ, bbox=[745, 2120, 800, 2132]
chakra-cell bbox=[148, 833, 187, 862]
whatsapp-icon[interactable] bbox=[263, 431, 275, 443]
panchanga-date: 03-08-2025 bbox=[130, 362, 243, 385]
article4-line4: ವಿಫಲತೆಯ ಭಯದಿಂದ ಕೊರಗುವುದನ್ನು ಬಿಡಿ...... bbox=[87, 1655, 317, 1672]
article5-col2-text: ವಿಷಯವೆಂದು ತಿಳಿಸಿದರು. ಜೊತೆಗೆ ಈ ಮಹತ್ಕಾರ್ಯಕ್ಕೆ ಸೇವೆ ಸಲ್ಲಿಸಿದ ಮಹನೀಯರುಗಳಿಗೆ ಗೌರವಿಸಿ ಸತ್ಕರಿಸುತ್ತಿರುವುದು ಒಳ್ಳೆಯ ಸಂಸ್ಕೃತಿ ಎಂದರು. ಈ ದೇವಸ್ಥಾನವು ಬಹಳ ವಿಶೇಷತೆಯಿಂದ ಕೂಡಿದ್ದು ಇಲ್ಲಿ ಮಹಾಭಾರತದ ಮಹಾಗಣಪತಿ, ಶ್ರೀಕೃಷ್ಣ, ಧರ್ಮರಾಯ, ಆದಿಶಕ್ತಿ ದ್ರೌಪದಿ, ಭೀಮ, ಅರ್ಜುನ, ನಕುಲ, ಸಹದೇವರುಗಳು ಒಟ್ಟಿಗೆ ನೆಲೆನಿಂತಿರುವುದು ಬಹಳ ವಿಶೇಷಕರವಾದ ಸಂಗತಿ, ಇದಕ್ಕೆ ಶ್ರಮಿಸಿರುವ ಶ್ರೀ ಧರ್ಮರಾಯ ಸ್ವಾಮಿ ದೇವಾಲಯದ ಕಾರ್ಯಕಾರಿ ಸಮಿತಿಯವರಿಗೆ ಭಗವಂತನ ಆಶೀರ್ವಾದ ಸದಾ ಇರಲಿ ಎಂದು ಆಶೀರ್ವದಿಸಿದರು. ಈ ಸಂದರ್ಭದಲ್ಲಿ ಶ್ರೀ ಧರ್ಮರಾಯ ಸ್ವಾಮಿ ದೇವಾಲಯದ ಕಾರ್ಯಕಾರಿ ಸಮಿತಿಯ ಗೌರವಾಧ್ಯಕ್ಷರಾದ ಡಿ.ರಾಮಸಂಜೀವಯ್ಯ, ಅಧ್ಯಕ್ಷರಾದ ಡಿ.ಧರ್ಮರಾಜು, ಉಪಾಧ್ಯಕ್ಷರಾದ ಕೆ.ಆರ್.ಹನುಮಂತಯ್ಯ, ಕಾರ್ಯದರ್ಶಿಗಳಾದ ಪಿ.ಗೋಪಾಲಯ್ಯ, ಪದಾಧಿಕಾರಿಗಳು ಹಾಗೂ ಸಮಿತಿ ಸದಸ್ಯರುಗಳಾದ ಭೀಮರಾಜು, ನಾಗರಾಜು, ದೊಡ್ಡಹನುಮಯ್ಯ, ಎಲ್.ವೆಂಕಟಪ್ಪ, ರವಿ, ಮಲ್ಲಿಕಾರ್ಜುನಯ್ಯ, ಪುಟ್ಟಮಲ್ಲಯ್ಯ, ಮುಖಂಡರುಗಳಾದ ವೆಂಕಟೇಶ್, ಪ್ರಸನ್ನ, ಕೆ.ಹೆಚ್.ಗಂಗಾಧರ್ ಸೇರಿದಂತೆ ಅಕ್ಕಪಕ್ಕದ ಗ್ರಾಮಸ್ಥರು, ಕೆಸರುಮಡು ಗ್ರಾಮಸ್ಥರು ಮತ್ತು ಅಣ್ಣ-ತಮ್ಮಂದಿರು ಹಾಜರಿದ್ದರು. bbox=[1217, 1638, 1486, 2118]
article3-headline bbox=[1015, 1053, 1493, 1113]
quote-text: ನೋವುಗಳೇನು ಕಡಿಮೆ ಆಗಿಲ್ಲ ತಾಳ್ಮೆ ಹೆಚ್ಚಾಗಿದೆ ಅಷ್ಟೇ... bbox=[95, 187, 178, 234]
article2-col2-top-text: ಪ್ರೋಟೀನ್ ಇರುತ್ತದೆ. ಇದು ಮಗುವಿನ ಆರಂಭಿಕ ಬೆಳವಣಿಗೆಗೆ ಮತ್ತು ರಕ್ಷಣಾ ವ್ಯವಸ್ಥೆಯನ್ನು ಸುದೃಡಗೊಳಿಸಲು ಅತೀ ಅವಶ್ಯಕ ಎಂದರು. ಎದೆ ಹಾಲುಣಿಸುವಿಕೆ ಎನ್ನುವುದು ತಾಯಿಯ ಪ್ರಾಥಮಿಕ ಜವಾಬ್ದಾರಿ ಮತ್ತು ಮಗುವಿನ ಜನ್ಮಸಿದ್ಧ ಹಕ್ಕು. 'ಸ್ತನ್ಯಪಾನದಿಂದ ಉಂಟಾಗುವ ಧನಾತ್ಮಕ ಪರಿಣಾಮಗಳ ಬಗ್ಗೆ ಅರಿವು bbox=[1262, 182, 1486, 337]
chakra-cell: ಕೇತು bbox=[225, 890, 264, 918]
panchanga-panel bbox=[78, 334, 296, 1077]
article2-col1-top bbox=[1023, 179, 1247, 381]
paksha: ಪಕ್ಷ : ಶುಕ್ಲ ಪಕ್ಷ bbox=[163, 432, 211, 442]
rashi-prediction: ಒಳ್ಳೆಯ ಕಾರ್ಯ bbox=[237, 999, 288, 1013]
panchanga-title: ನಾಳಿನ ಪಂಚಾಂಗ bbox=[96, 285, 277, 323]
rashi-prediction: ಪರಿಶ್ರಮ bbox=[237, 1013, 288, 1027]
article1-col3-text: ಗ್ರಾಮಪಂಚಾಯಿತಿಗಳಲ್ಲಿ ಮಹಿಳಾ ಮತ್ತು ಮಕ್ಕಳ ರಕ್ಷಣಾ ಕಾವಲು ಸಮಿತಿ ರಚನೆಯಾಗುತ್ತದೆ. ಗ್ರಾಮೀಣ ಭಾಗದಿಂದ ಇದನ್ನು ಪ್ರಾರಂಭ ಮಾಡಬೇಕು. ವಿವಿಧ ಭಾಗಗಳಿಂದ ವಲಸೆ ಬರುವ ಕುಟುಂಬಗಳನ್ನು ಕಾವಲು ಸಮಿತಿ ಸದಸ್ಯರು ಗುರುತಿಸಿ ಸಂಪೂರ್ಣ ವಿವರವನ್ನು ಪಡೆದುಕೊಳ್ಳಬೇಕೆಂದು ತಿಳಿಸಿದರು. ಕಾರ್ಯಕ್ರಮದಲ್ಲಿ ಅಧ್ಯಕ್ಷತೆ ವಹಿಸಿ ಮಾತನಾಡಿದ ಜಿಲ್ಲಾ ಕಾನೂನು ಸೇವೆಗಳ ಪ್ರಾಧಿಕಾರದ ಸದಸ್ಯರಾದ ನೂರುನ್ನೀಸಾ, ಇತ್ತೀಚಿನ ದಿನಗಳಲ್ಲಿ ಸಾಕಷ್ಟು ಲೈಂಗಿಕ ಪ್ರಕರಣಗಳು ಪೋಷಕರು ಹಾಗೂ ಕುಟುಂಬದ ಸದಸ್ಯರಿಂದಲೇ ನಡೆಯುತ್ತಿರುವುದಾಗಿ ನ್ಯಾಯಾಲಯದ ಮುಂದೆ ದಾಖಲಾಗುತ್ತಿವೆ. ಒಂದೊಂದು ಕುಟುಂಬದಲ್ಲಿ 18 ವರ್ಷದೊಳಗಿನ ಮಕ್ಕಳ ಮೇಲೆ ವಿವಿಧ ರೀತಿಯ ಲೈಂಗಿಕ ದೌರ್ಜನ್ಯಗಳು ನಡೆಯುತ್ತಿವೆ. ಹಾಗಾಗಿ ಶಾಲೆಗಳಲ್ಲಿ ಮುಖ್ಯ ಶಿಕ್ಷಕರು ಪೋಷಕರ ಸಭೆಗಳಲ್ಲಿ ಪೋಷಕರಿಗೆ ಬಾಲ್ಯವಿವಾಹ ಮತ್ತು ಪೋಕ್ಸೋ ಕಾಯ್ದೆಯ ಬಗ್ಗೆ ಅರಿವು ಮೂಡಿಸಬೇಕು ಎಂದು ತಿಳಿಸಿದರು. ಕಾರ್ಯಕ್ರಮದಲ್ಲಿ ಜಿಲ್ಲಾ ಮಕ್ಕಳ ರಕ್ಷಣಾಧಿಕಾರಿ ಪವಿತ್ರ ಆರ್.ಜಿ., ಪೊಲೀಸ್ ಇಲಾಖೆ ಅಧಿಕಾರಿಗಳು, ಮಹಿಳಾ ಮತ್ತು ಮಕ್ಕಳ ಅಭಿವೃದ್ಧಿ ಅಧಿಕಾರಿಗಳು, ಅಂಗನವಾಡಿ ಮೇಲ್ವಿಚಾರಕರು, ಕಾರ್ಯಕರ್ತೆ ಯರು, ರಕ್ಷಣಾಧಿಕಾರಿ (ಸಾಂಸ್ಥಿಕ ಸೇವೆ), ಕಾನೂನು ಪರಿವೀಕ್ಷಣಾಧಿಕಾರಿ, ಸಮಾಜ ಕಾರ್ಯಕರ್ತರು, ಜಿಲ್ಲಾ ಮಕ್ಕಳ ರಕ್ಷಣಾ ಘಟಕ, ತುಮಕೂರು ಹಾಗೂ ಮಕ್ಕಳ ಸಹಾಯವಾಣಿ- 1098ಯ ಸಿಬ್ಬಂದಿಗಳು, ತುಮಕೂರು ಇವರು ಹಾಜರಿದ್ದರು. bbox=[728, 160, 1001, 685]
prev-day-button[interactable]: ‹ bbox=[91, 407, 103, 419]
chandra-rashi-label: ಚಂದ್ರ ರಾಶಿ bbox=[187, 559, 287, 575]
article5-col1-text: ತುಮಕೂರು : ತುಮಕೂರು ತಾಲ್ಲೂಕು ಊರ್ಡಿಗೆರ ಹೋಬಳಿ ಕೆಸರಮಡು ಗ್ರಾಮದಲ್ಲಿ ಶ್ರೀ ಮಹಾಗಣಪತಿ, ಶ್ರೀಕೃಷ್ಣ, ಧರ್ಮರಾಯ, ಆದಿಶಕ್ತಿ ದ್ರೌಪದಿ, ಭೀಮ, ಅರ್ಜುನ, ನಕುಲ, ಸಹದೇವರುಗಳ ಸ್ಥಿರಬಿಂಬ ಪ್ರತಿಷ್ಠಾಪನಾ, ವಿಮಾನಗೋಪುರದ ಕಲಶ ಪ್ರತಿಷ್ಠಾಪನಾ ಹಾಗೂ ನೂತನವಾಗಿ ನಿರ್ಮಾಣವಾಗಿರುವ ದಾಸೋಹ ಭವನದ ಉದ್ಘಾಟನೆಯನ್ನು ತಿಪಟೂರು ತಾಲ್ಲೂಕಿನ ಶ್ರೀ ಶನೈಶ್ಚರ ಮಠದ ಪರಮಪೂಜ್ಯ ಶ್ರೀ ಶ್ರೀ ಶ್ರೀ ಸೋಮೇಶ್ವರ ಸ್ವಾಮೀಜಿಯವರು ನೆರವೇರಿಸಿದರು. ಪೂಜ್ಯ ಸ್ವಾಮೀಜಿಯವರು ಭಗವದ್ಗೀತೆ ಮತ್ತು ಮಹಾಭಾರತದ ವಿಶೇಷತೆಯನ್ನು ವಿಶ್ಲೇಷಿಸುತ್ತಾ ಭಗವದ್ಗೀತೆಯಲ್ಲಿ ಒಟ್ಟು 18 ಅಧ್ಯಾಯಗಳು ಒಳಗೊಂಡಿದೆ, ದೇವಿ ಮಹಾತ್ಮೆ 18 ಅಧ್ಯಾಯಗಳಿವೆ, ಶಬರಿಮಲೈ ಅಯ್ಯಪ್ಪಸ್ವಾಮಿಯ ದೇವಸ್ಥಾನಕ್ಕೆ 18 ಮೆಟ್ಟಿಲುಗಳು ಇವೆ, ಶನಿ ಮಹಾತ್ಮೆ 18 ಅಧ್ಯಾಯಗಳಿವೆ, 18 ವರ್ಷಗಳ ಕಾಲ ಮಾನವನನ್ನು ಪರೀಕ್ಷಿಸಿ ಅವರಿಗೆ ಸನ್ಮಂಗಳವನ್ನು ಕರುಣಿಸುತ್ತಾರೆ, ಹೀಗೆ ನಮ್ಮ ಆಧ್ಯಾತ್ಮಿಕ ಕ್ಷೇತ್ರದಲ್ಲಿ 9 ಮತ್ತು 18ಕ್ಕೆ ವಿಶೇಷ ಸ್ಥಾನಮಾನವಿದೆ ಎಂದರು. ಜೊತೆಗೆ ಇಂದಿನ ದಿನಾಂಕ 01ನೇ ತಾರೀಖು 08 ನೇ ತಿಂಗಳು ಇಸ್ವಿಯ ಸಹ 09 ಬಂದಿದ್ದು ಈ ದಿನದಂದು ಇಲ್ಲಿ ದೇವರ ಪ್ರತಿಷ್ಠಾಪನಾ ಕ್ಷೇತ್ರಕಾರ್ಯಗಳನ್ನು ಮಾಡುತ್ತಿರುವುದು ತುಂಬಾ ಸಂತೋಷಕರ bbox=[933, 1638, 1202, 2094]
signoff-line: ಮನಗಳಲ್ಲಿ - ಮನೆಗಳಲ್ಲಿ - ಮತಗಳಲ್ಲಿ - bbox=[706, 2103, 840, 2115]
rashi-prediction: ಗೆಲುವು bbox=[136, 985, 187, 999]
ardha-label: ಅರ್ಧಪ್ರಹರ bbox=[187, 674, 288, 689]
chakra-cell: ಗುರು ಶುಕ್ರ bbox=[225, 833, 264, 862]
rashi-name: ಮಕರ bbox=[187, 1042, 237, 1056]
quote-watermark: Kannada_quote_ bbox=[93, 172, 155, 181]
yama-value: 12.00 PM - 1.30 PM bbox=[85, 689, 187, 703]
event-banner bbox=[1098, 1483, 1322, 1499]
article1-headline: ಮಕ್ಕಳ ಕಳ್ಳಸಾಗಾಣಿಕೆ ತಡೆಗೆ ಬೇಕಿದೆ ಕಠಿಣ ಕ್ರಮ; ಡಾ.ತಿಪ್ಪೇಸ್ವಾಮಿ ಕೆ.ಟಿ bbox=[341, 105, 980, 138]
article4-col2 bbox=[358, 1673, 620, 2247]
date-line: ದಿನಾಂಕ :02-08-2025 ಶನಿವಾರ bbox=[1249, 63, 1456, 81]
chakra-cell bbox=[187, 833, 225, 862]
tithi-name: ಇವತ್ತು ನವಮಿ bbox=[113, 728, 160, 739]
section-divider bbox=[75, 270, 299, 275]
sidebar bbox=[78, 102, 296, 1077]
rahu-label: ರಾಹುಕಾಲ bbox=[85, 645, 187, 660]
karana-label: ಕರಣ bbox=[128, 758, 145, 769]
signoff-line: ಜನರ ಜೀವನಮಟ್ಟ ಸುಧಾರಣೆಯ ಗುರಿಯೊಂದಿಗೆ, bbox=[691, 2087, 854, 2099]
